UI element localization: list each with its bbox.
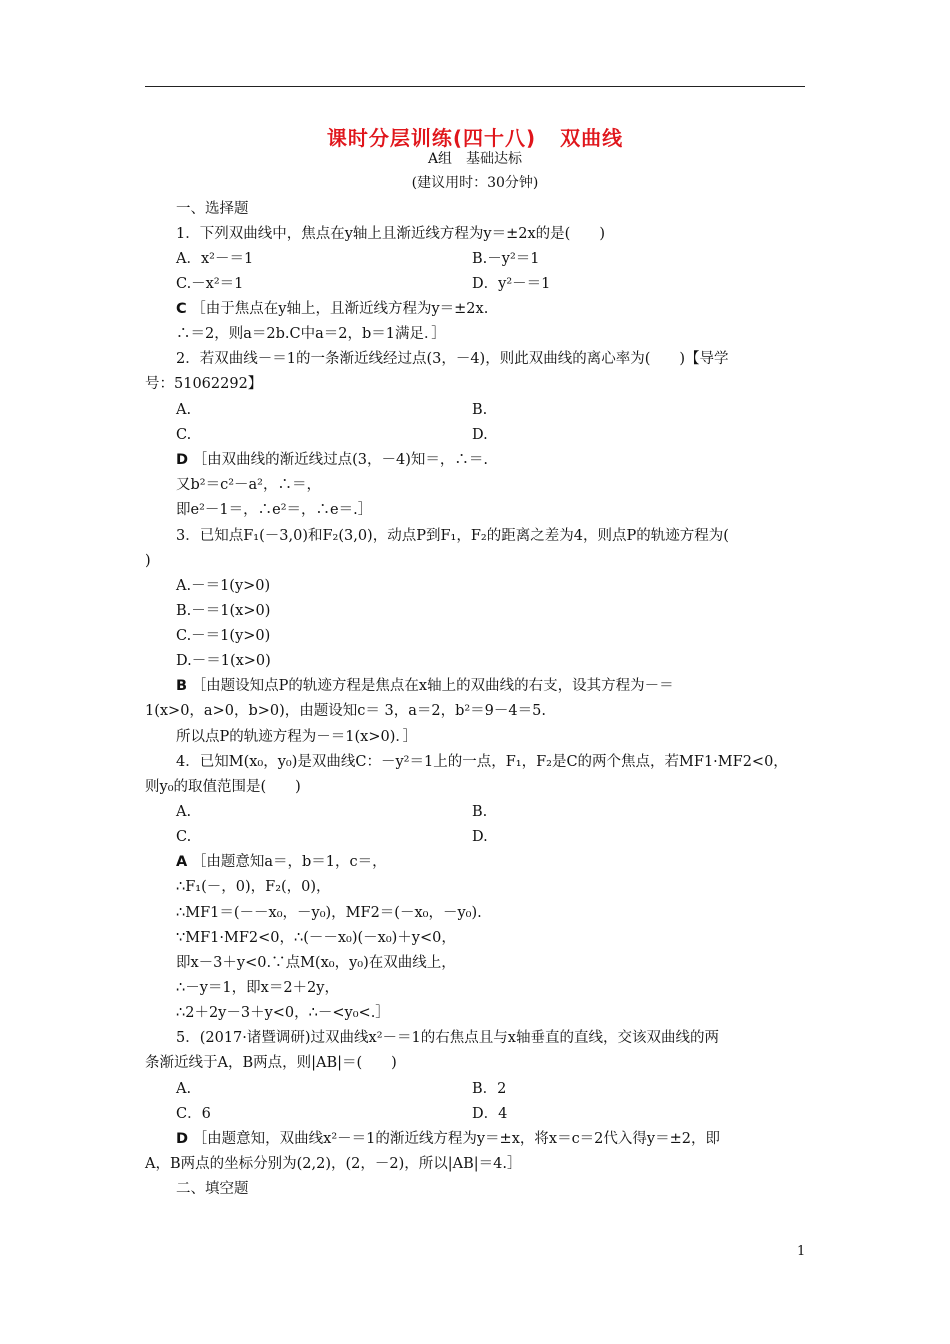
line-text: B.－y²＝1 bbox=[472, 251, 540, 267]
text-line bbox=[145, 1053, 397, 1073]
line-text: ∵MF1·MF2<0，∴(－－x₀)(－x₀)＋y<0， bbox=[176, 930, 456, 946]
text-line bbox=[176, 928, 456, 948]
line-text: ∴2＋2y－3＋y<0，∴－<y₀<.］ bbox=[176, 1005, 390, 1021]
line-text: D.－＝1(x>0) bbox=[176, 653, 271, 669]
text-line bbox=[176, 877, 331, 897]
page-title bbox=[0, 122, 950, 151]
text-line bbox=[472, 249, 540, 269]
line-text: D. bbox=[472, 829, 488, 845]
answer-letter: C bbox=[176, 301, 187, 317]
line-text: 1(x>0，a>0，b>0)，由题设知c＝ 3，a＝2，b²＝9－4＝5. bbox=[145, 703, 546, 719]
text-line bbox=[472, 827, 488, 847]
text-line bbox=[176, 425, 191, 445]
line-text: ∴F₁(－，0)，F₂(，0)， bbox=[176, 879, 331, 895]
text-line bbox=[176, 299, 488, 319]
line-text: ［由题设知点P的轨迹方程是焦点在x轴上的双曲线的右支，设其方程为－＝ bbox=[191, 678, 674, 694]
line-text: 号：51062292】 bbox=[145, 376, 263, 392]
text-line bbox=[176, 224, 605, 244]
answer-letter: A bbox=[176, 854, 188, 870]
text-line bbox=[176, 802, 191, 822]
page-number: 1 bbox=[797, 1244, 806, 1259]
text-line bbox=[176, 349, 729, 369]
line-text: ) bbox=[145, 553, 151, 569]
answer-letter: B bbox=[176, 678, 188, 694]
line-text: 即e²－1＝，∴e²＝，∴e＝.］ bbox=[176, 502, 373, 518]
text-line bbox=[176, 576, 270, 596]
text-line bbox=[176, 450, 488, 470]
line-text: 所以点P的轨迹方程为－＝1(x>0)．］ bbox=[176, 729, 418, 745]
text-line bbox=[472, 274, 550, 294]
text-line bbox=[176, 199, 249, 219]
line-text: 二、填空题 bbox=[176, 1181, 249, 1197]
text-line bbox=[145, 701, 546, 721]
line-text: 2．若双曲线－＝1的一条渐近线经过点(3，－4)，则此双曲线的离心率为( )【导学 bbox=[176, 351, 729, 367]
title-sub: 双曲线 bbox=[560, 126, 624, 150]
line-text: ∴MF1＝(－－x₀，－y₀)，MF2＝(－x₀，－y₀). bbox=[176, 905, 482, 921]
text-line bbox=[176, 626, 270, 646]
line-text: 1．下列双曲线中，焦点在y轴上且渐近线方程为y＝±2x的是( ) bbox=[176, 226, 605, 242]
text-line bbox=[145, 1154, 522, 1174]
line-text: 条渐近线于A，B两点，则|AB|＝( ) bbox=[145, 1055, 397, 1071]
line-text: ［由于焦点在y轴上，且渐近线方程为y＝±2x. bbox=[191, 301, 489, 317]
group-label: A组 基础达标 bbox=[427, 151, 523, 167]
line-text: A. bbox=[176, 402, 192, 418]
text-line bbox=[176, 526, 729, 546]
text-line bbox=[176, 978, 339, 998]
text-line bbox=[176, 953, 456, 973]
line-text: A，B两点的坐标分别为(2,2)，(2，－2)，所以|AB|＝4.］ bbox=[145, 1156, 522, 1172]
text-line bbox=[176, 1104, 211, 1124]
line-text: ∴－y＝1，即x＝2＋2y， bbox=[176, 980, 339, 996]
text-line bbox=[176, 249, 253, 269]
text-line bbox=[176, 752, 788, 772]
line-text: ［由双曲线的渐近线过点(3，－4)知＝，∴＝. bbox=[192, 452, 489, 468]
line-text: 一、选择题 bbox=[176, 201, 249, 217]
text-line bbox=[176, 500, 372, 520]
text-line bbox=[145, 374, 262, 394]
text-line bbox=[176, 274, 243, 294]
text-line bbox=[472, 802, 487, 822]
line-text: D. bbox=[472, 427, 488, 443]
text-line bbox=[176, 1179, 249, 1199]
text-line bbox=[176, 601, 270, 621]
text-line bbox=[176, 676, 674, 696]
line-text: B. bbox=[472, 804, 488, 820]
line-text: ［由题意知a＝，b＝1，c＝， bbox=[191, 854, 387, 870]
line-text: 又b²＝c²－a²，∴＝， bbox=[176, 477, 321, 493]
line-text: 则y₀的取值范围是( ) bbox=[145, 779, 301, 795]
line-text: D．y²－＝1 bbox=[472, 276, 551, 292]
line-text: B．2 bbox=[472, 1081, 507, 1097]
text-line bbox=[145, 551, 151, 571]
line-text: D．4 bbox=[472, 1106, 508, 1122]
text-line bbox=[472, 425, 488, 445]
text-line bbox=[176, 651, 271, 671]
line-text: C.－x²＝1 bbox=[176, 276, 244, 292]
text-line bbox=[472, 1104, 507, 1124]
line-text: 3．已知点F₁(－3,0)和F₂(3,0)，动点P到F₁，F₂的距离之差为4，则点P的轨迹方程为( bbox=[176, 528, 729, 544]
line-text: ∴＝2，则a＝2b.C中a＝2，b＝1满足．］ bbox=[176, 326, 446, 342]
text-line bbox=[145, 777, 301, 797]
text-line bbox=[176, 852, 387, 872]
line-text: B. bbox=[472, 402, 488, 418]
text-line bbox=[176, 727, 417, 747]
text-line bbox=[176, 475, 321, 495]
line-text: 5．(2017·诸暨调研)过双曲线x²－＝1的右焦点且与x轴垂直的直线，交该双曲线的两 bbox=[176, 1030, 719, 1046]
text-line bbox=[176, 827, 191, 847]
text-line bbox=[176, 1129, 720, 1149]
text-line bbox=[176, 903, 482, 923]
text-line bbox=[176, 1079, 191, 1099]
line-text: 即x－3＋y<0.∵点M(x₀，y₀)在双曲线上， bbox=[176, 955, 456, 971]
answer-letter: D bbox=[176, 452, 189, 468]
text-line bbox=[176, 1028, 719, 1048]
line-text: 4．已知M(x₀，y₀)是双曲线C：－y²＝1上的一点，F₁，F₂是C的两个焦点，若MF1·MF2<0， bbox=[176, 754, 788, 770]
line-text: ［由题意知，双曲线x²－＝1的渐近线方程为y＝±x，将x＝c＝2代入得y＝±2，即 bbox=[192, 1131, 720, 1147]
text-line bbox=[472, 400, 487, 420]
answer-letter: D bbox=[176, 1131, 189, 1147]
text-line bbox=[176, 324, 446, 344]
line-text: C．6 bbox=[176, 1106, 211, 1122]
line-text: A. bbox=[176, 804, 192, 820]
line-text: C.－＝1(y>0) bbox=[176, 628, 271, 644]
text-line bbox=[472, 1079, 506, 1099]
line-text: A．x²－＝1 bbox=[176, 251, 254, 267]
line-text: A.－＝1(y>0) bbox=[176, 578, 271, 594]
title-main: 课时分层训练(四十八) bbox=[326, 126, 537, 150]
line-text: C. bbox=[176, 829, 192, 845]
line-text: B.－＝1(x>0) bbox=[176, 603, 271, 619]
line-text: C. bbox=[176, 427, 192, 443]
time-note: (建议用时：30分钟) bbox=[411, 175, 539, 191]
text-line bbox=[176, 1003, 390, 1023]
text-line bbox=[176, 400, 191, 420]
header-rule bbox=[145, 86, 805, 87]
line-text: A. bbox=[176, 1081, 192, 1097]
